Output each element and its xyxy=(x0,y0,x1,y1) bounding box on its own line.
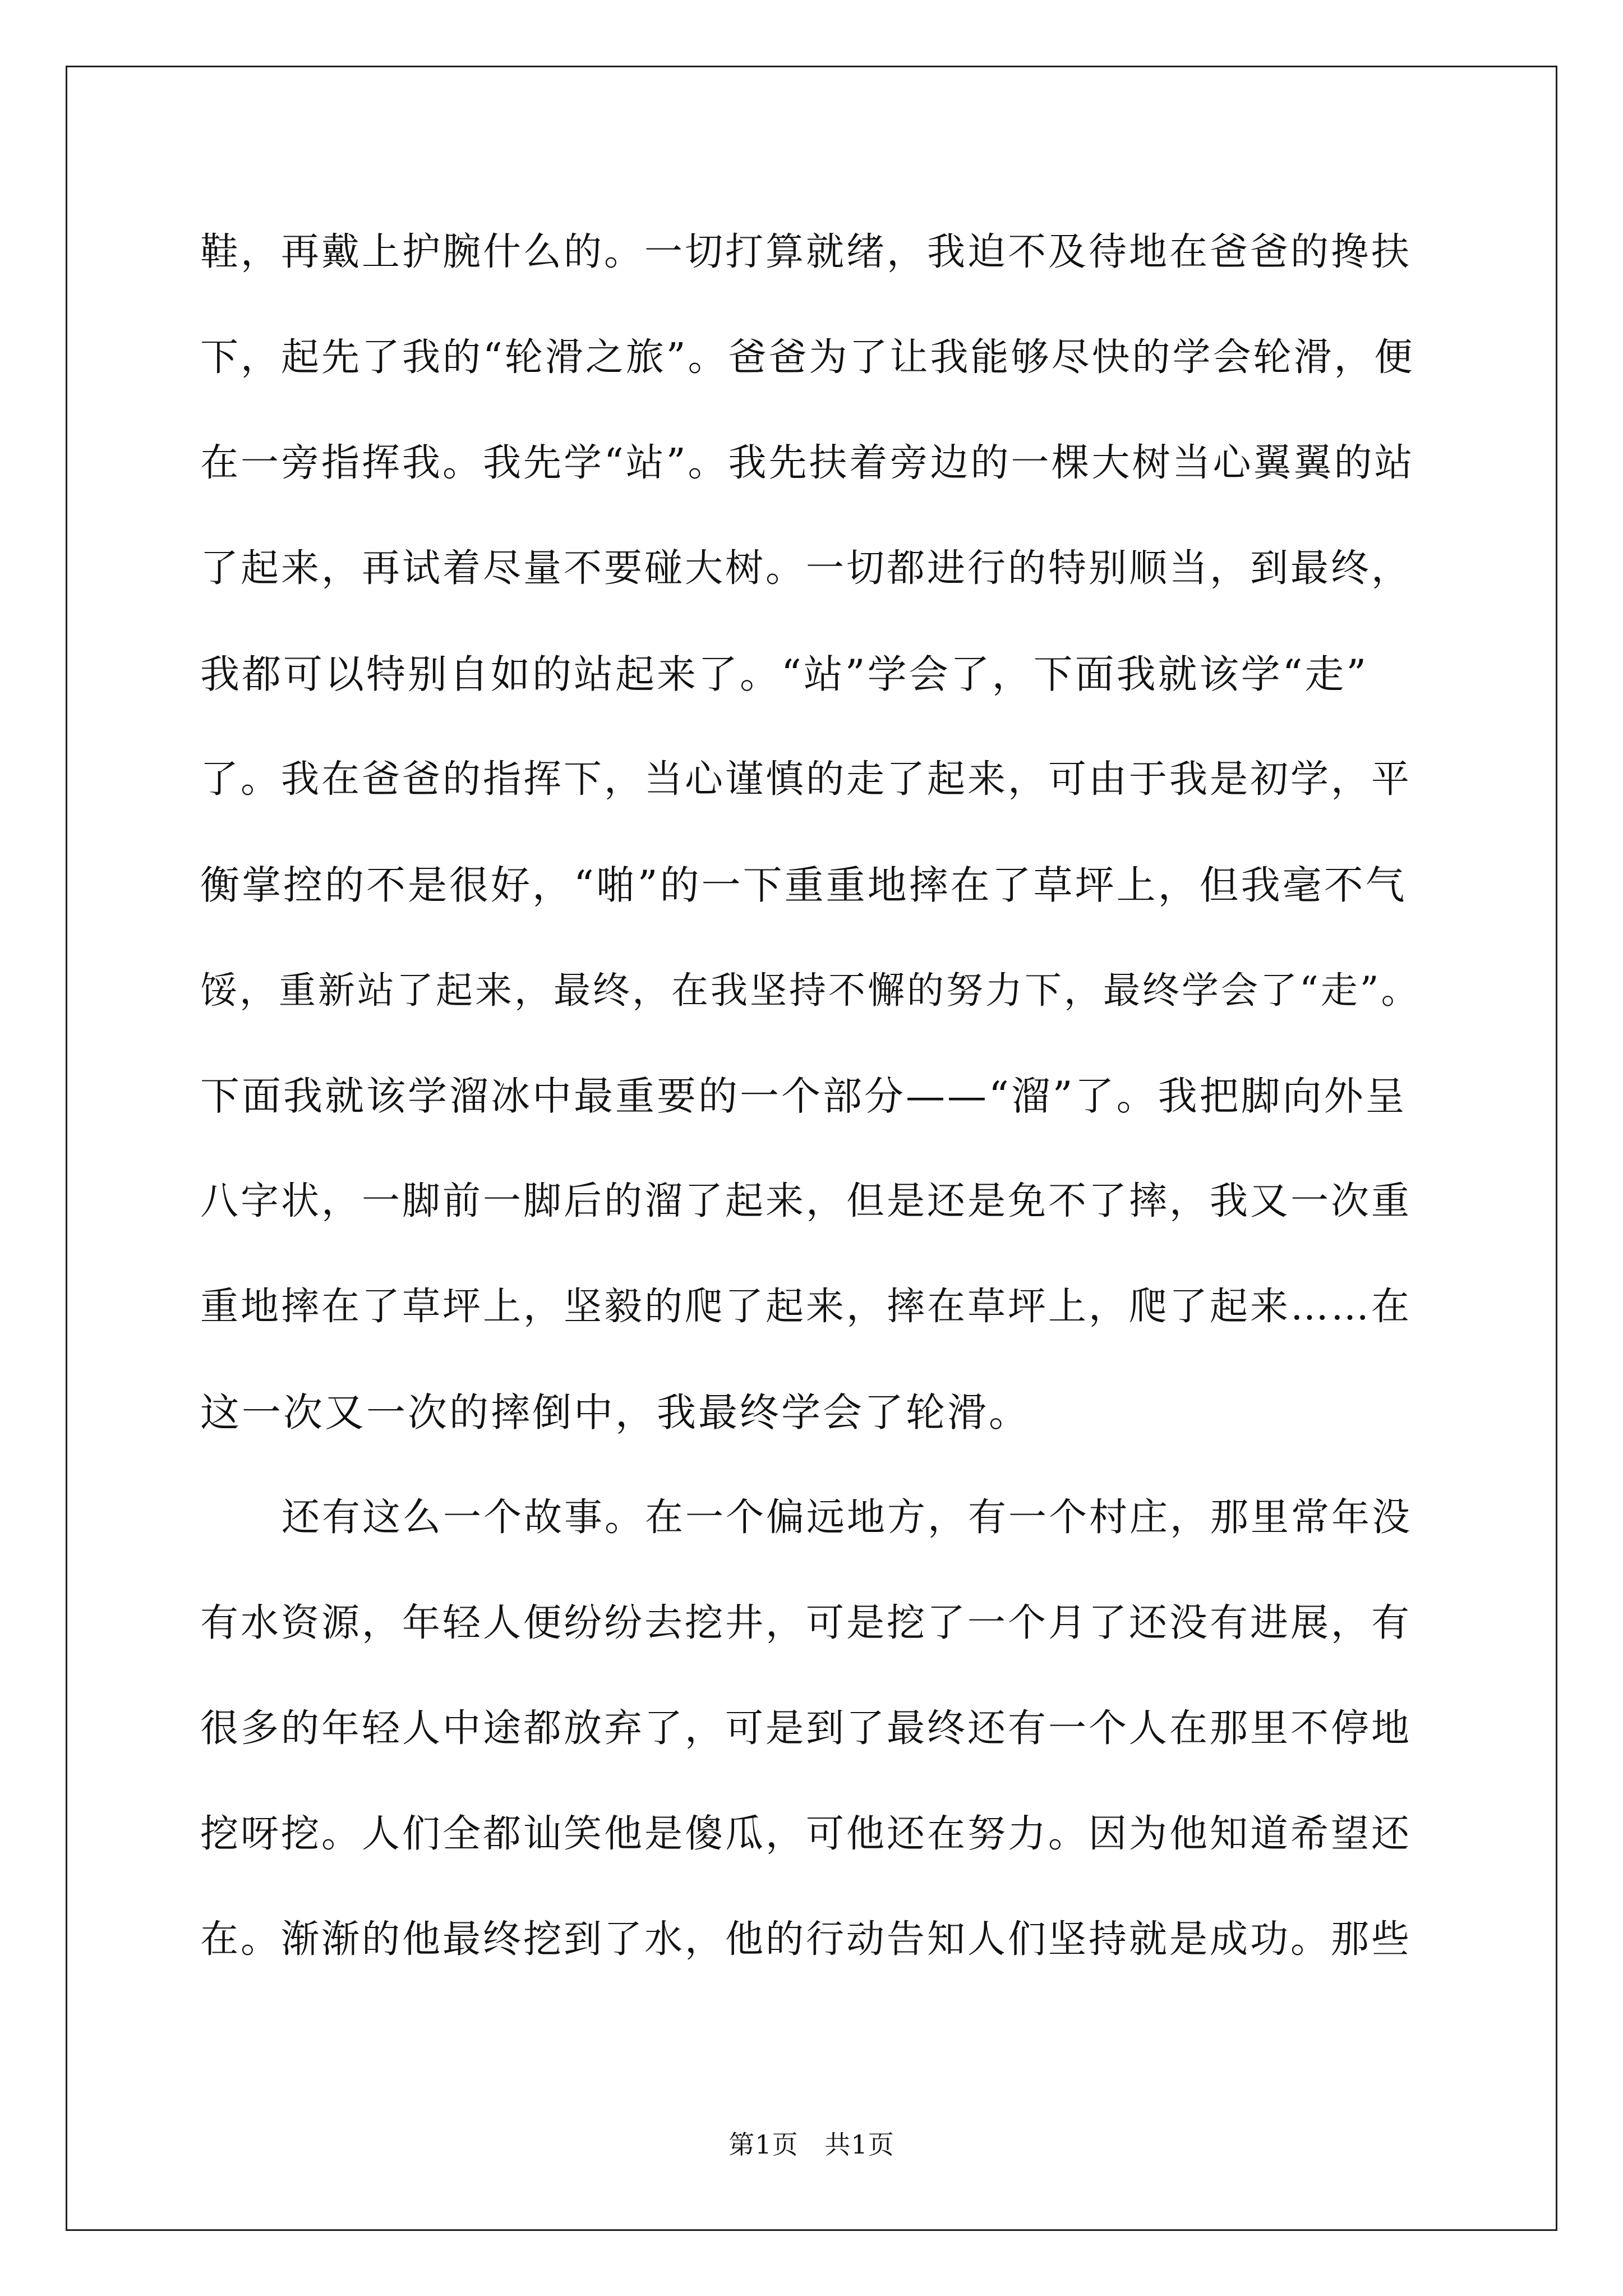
text-line: 重地摔在了草坪上，坚毅的爬了起来，摔在草坪上，爬了起来……在 xyxy=(200,1285,1412,1329)
text-line: 在一旁指挥我。我先学“站”。我先扶着旁边的一棵大树当心翼翼的站 xyxy=(200,441,1415,485)
text-line: 我都可以特别自如的站起来了。“站”学会了，下面我就该学“走” xyxy=(200,651,1369,697)
text-line: 下面我就该学溜冰中最重要的一个部分——“溜”了。我把脚向外呈 xyxy=(200,1073,1407,1119)
text-line: 在。渐渐的他最终挖到了水，他的行动告知人们坚持就是成功。那些 xyxy=(200,1917,1412,1962)
text-line: 衡掌控的不是很好，“啪”的一下重重地摔在了草坪上，但我毫不气 xyxy=(200,862,1407,908)
text-line: 鞋，再戴上护腕什么的。一切打算就绪，我迫不及待地在爸爸的搀扶 xyxy=(200,230,1412,274)
text-line: 八字状，一脚前一脚后的溜了起来，但是还是免不了摔，我又一次重 xyxy=(200,1179,1412,1223)
text-line: 挖呀挖。人们全都讪笑他是傻瓜，可他还在努力。因为他知道希望还 xyxy=(200,1812,1412,1856)
text-line: 很多的年轻人中途都放弃了，可是到了最终还有一个人在那里不停地 xyxy=(200,1706,1412,1751)
text-line: 下，起先了我的“轮滑之旅”。爸爸为了让我能够尽快的学会轮滑，便 xyxy=(200,335,1415,380)
page-border xyxy=(66,66,1557,2231)
text-line: 了起来，再试着尽量不要碰大树。一切都进行的特别顺当，到最终， xyxy=(200,546,1412,591)
page-number-footer: 第1页 共1页 xyxy=(728,2129,895,2160)
text-line: 这一次又一次的摔倒中，我最终学会了轮滑。 xyxy=(200,1389,1030,1435)
text-line: 馁，重新站了起来，最终，在我坚持不懈的努力下，最终学会了“走”。 xyxy=(200,969,1421,1012)
paragraph-first-line: 还有这么一个故事。在一个偏远地方，有一个村庄，那里常年没 xyxy=(282,1496,1413,1540)
text-line: 了。我在爸爸的指挥下，当心谨慎的走了起来，可由于我是初学，平 xyxy=(200,757,1412,802)
text-line: 有水资源，年轻人便纷纷去挖井，可是挖了一个月了还没有进展，有 xyxy=(200,1601,1412,1645)
